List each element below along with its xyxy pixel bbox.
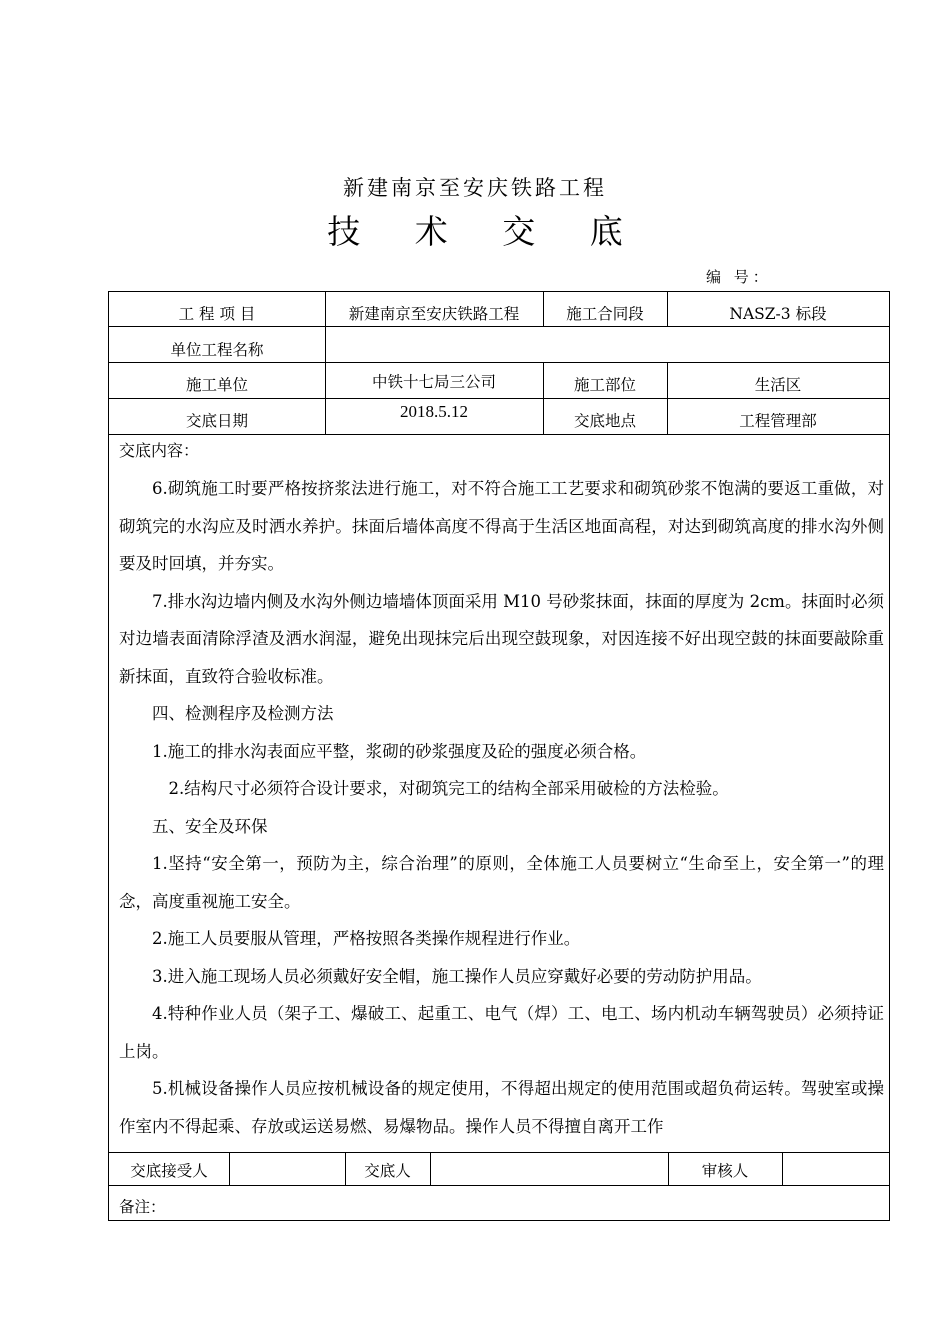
content-paragraph: 4.特种作业人员（架子工、爆破工、起重工、电气（焊）工、电工、场内机动车辆驾驶员）必须持证上岗。	[119, 1004, 884, 1061]
contract-section-value: NASZ-3 标段	[729, 305, 827, 323]
document-title: 技 术 交 底	[327, 212, 645, 251]
disclosure-location-label: 交底地点	[573, 412, 636, 430]
col-divider	[430, 1152, 431, 1185]
construction-site-label: 施工部位	[573, 376, 636, 394]
construction-unit-label: 施工单位	[185, 376, 248, 394]
content-paragraph: 5.机械设备操作人员应按机械设备的规定使用，不得超出规定的使用范围或超负荷运转。驾驶室或操作室内不得起乘、存放或运送易燃、易爆物品。操作人员不得擅自离开工作	[119, 1079, 884, 1136]
disclosure-date-value: 2018.5.12	[400, 402, 468, 421]
row-divider	[109, 1152, 889, 1153]
col-divider	[782, 1152, 783, 1185]
content-paragraph: 2.施工人员要服从管理，严格按照各类操作规程进行作业。	[152, 929, 581, 948]
content-paragraph: 2.结构尺寸必须符合设计要求，对砌筑完工的结构全部采用破检的方法检验。	[168, 779, 729, 798]
discloser-label: 交底人	[364, 1162, 411, 1180]
content-heading: 交底内容：	[119, 441, 200, 460]
content-paragraph: 3.进入施工现场人员必须戴好安全帽，施工操作人员应穿戴好必要的劳动防护用品。	[152, 966, 762, 986]
document-code-label: 编 号：	[706, 268, 772, 286]
unit-name-label: 单位工程名称	[170, 341, 264, 359]
row-divider	[109, 398, 889, 399]
content-paragraph: 7.排水沟边墙内侧及水沟外侧边墙墙体顶面采用 M10 号砂浆抹面，抹面的厚度为 2cm。抹面时必须对边墙表面清除浮渣及洒水润湿，避免出现抹完后出现空鼓现象，对因连接不好出现空鼓的抹面要敲除重新抹面，直致符合验收标准。	[119, 591, 884, 686]
remarks-label: 备注：	[119, 1198, 166, 1216]
row-divider	[109, 362, 889, 363]
row-divider	[109, 1185, 889, 1186]
row-divider	[109, 434, 889, 435]
disclosure-content	[119, 470, 884, 1145]
col-divider	[229, 1152, 230, 1185]
project-item-value: 新建南京至安庆铁路工程	[348, 305, 520, 323]
content-paragraph: 6.砌筑施工时要严格按挤浆法进行施工，对不符合施工工艺要求和砌筑砂浆不饱满的要返工重做，对砌筑完的水沟应及时洒水养护。抹面后墙体高度不得高于生活区地面高程，对达到砌筑高度的排水沟外侧要及时回填，并夯实。	[119, 479, 884, 573]
disclosure-date-label: 交底日期	[185, 412, 248, 430]
reviewer-label: 审核人	[701, 1162, 749, 1180]
contract-section-label: 施工合同段	[566, 305, 644, 323]
project-title: 新建南京至安庆铁路工程	[343, 176, 607, 200]
content-paragraph: 1.坚持“安全第一，预防为主，综合治理”的原则，全体施工人员要树立“生命至上，安全第一”的理念，高度重视施工安全。	[119, 854, 884, 911]
section-heading: 五、安全及环保	[152, 816, 268, 836]
content-paragraph: 1.施工的排水沟表面应平整，浆砌的砂浆强度及砼的强度必须合格。	[152, 741, 647, 761]
construction-site-value: 生活区	[754, 376, 802, 394]
construction-unit-value: 中铁十七局三公司	[371, 373, 496, 391]
receiver-label: 交底接受人	[130, 1162, 208, 1180]
section-heading: 四、检测程序及检测方法	[152, 704, 334, 723]
disclosure-form	[108, 291, 890, 1221]
disclosure-location-value: 工程管理部	[739, 412, 817, 430]
project-item-label: 工 程 项 目	[178, 305, 256, 323]
row-divider	[109, 326, 889, 327]
